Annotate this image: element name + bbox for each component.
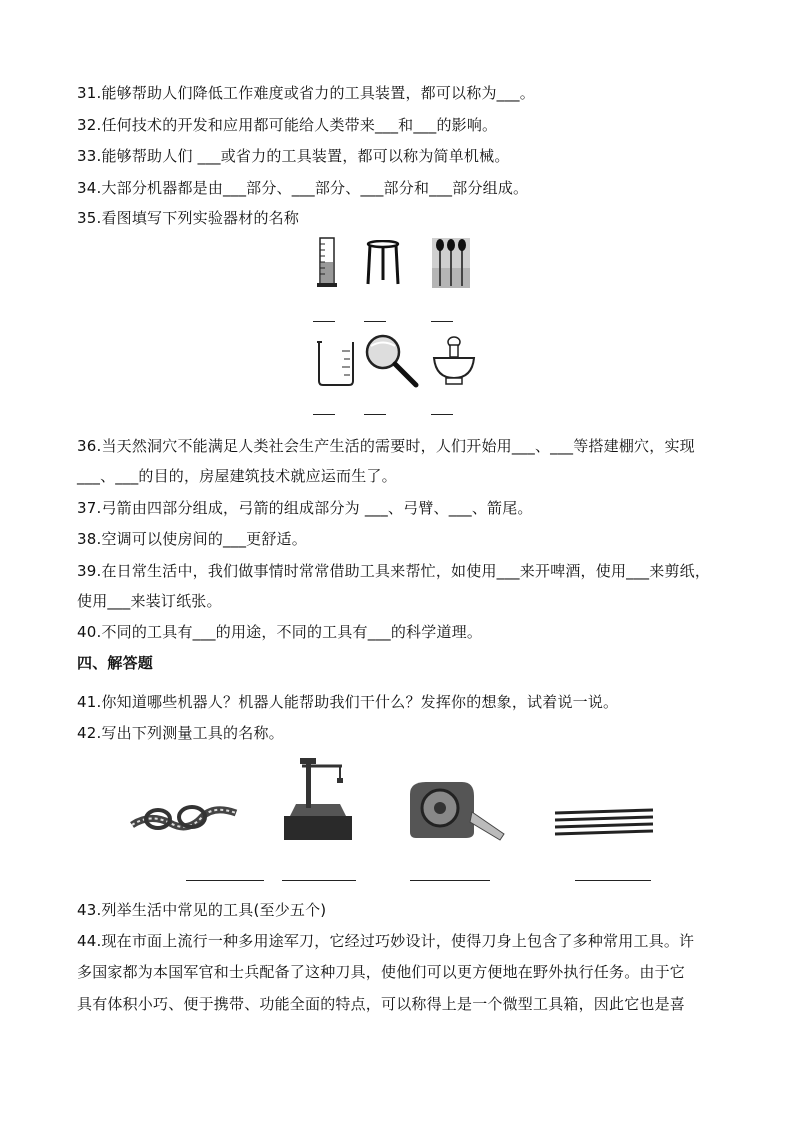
soft-tape-measure-icon bbox=[130, 795, 240, 840]
question-33: 33.能够帮助人们 ___或省力的工具装置，都可以称为简单机械。 bbox=[77, 147, 510, 165]
question-43: 43.列举生活中常见的工具(至少五个) bbox=[77, 901, 327, 919]
mortar-and-pestle-icon bbox=[432, 334, 476, 388]
question-36-line-2: ___、___的目的，房屋建筑技术就应运而生了。 bbox=[77, 467, 397, 485]
question-35: 35.看图填写下列实验器材的名称 bbox=[77, 209, 300, 227]
question-39-line-1: 39.在日常生活中，我们做事情时常常借助工具来帮忙，如使用___来开啤酒，使用___来剪纸， bbox=[77, 562, 711, 580]
answer-blank bbox=[364, 321, 386, 322]
question-31: 31.能够帮助人们降低工作难度或省力的工具装置，都可以称为___。 bbox=[77, 84, 535, 102]
answer-blank bbox=[431, 321, 453, 322]
beaker-icon bbox=[316, 339, 356, 387]
question-44-line-1: 44.现在市面上流行一种多用途军刀，它经过巧妙设计，使得刀身上包含了多种常用工具。许 bbox=[77, 932, 695, 950]
magnifying-glass-icon bbox=[364, 333, 420, 389]
answer-blank bbox=[575, 880, 651, 881]
answer-blank bbox=[364, 414, 386, 415]
question-44-line-2: 多国家都为本国军官和士兵配备了这种刀具，使他们可以更方便地在野外执行任务。由于它 bbox=[77, 963, 686, 981]
question-36-line-1: 36.当天然洞穴不能满足人类社会生产生活的需要时，人们开始用___、___等搭建棚穴，实现 bbox=[77, 437, 695, 455]
matches-icon bbox=[432, 238, 470, 288]
question-39-line-2: 使用___来装订纸张。 bbox=[77, 592, 222, 610]
tripod-stand-icon bbox=[366, 240, 400, 286]
platform-scale-icon bbox=[282, 756, 362, 842]
question-42: 42.写出下列测量工具的名称。 bbox=[77, 724, 284, 742]
question-41: 41.你知道哪些机器人？机器人能帮助我们干什么？发挥你的想象，试着说一说。 bbox=[77, 693, 619, 711]
rulers-icon bbox=[553, 808, 655, 838]
answer-blank bbox=[313, 321, 335, 322]
answer-blank bbox=[410, 880, 490, 881]
graduated-cylinder-icon bbox=[316, 236, 338, 288]
question-38: 38.空调可以使房间的___更舒适。 bbox=[77, 530, 307, 548]
question-32: 32.任何技术的开发和应用都可能给人类带来___和___的影响。 bbox=[77, 116, 498, 134]
section-heading: 四、解答题 bbox=[77, 654, 154, 672]
question-40: 40.不同的工具有___的用途，不同的工具有___的科学道理。 bbox=[77, 623, 483, 641]
question-34: 34.大部分机器都是由___部分、___部分、___部分和___部分组成。 bbox=[77, 179, 529, 197]
answer-blank bbox=[313, 414, 335, 415]
question-44-line-3: 具有体积小巧、便于携带、功能全面的特点，可以称得上是一个微型工具箱，因此它也是喜 bbox=[77, 995, 686, 1013]
answer-blank bbox=[186, 880, 264, 881]
steel-tape-measure-icon bbox=[406, 776, 506, 842]
answer-blank bbox=[431, 414, 453, 415]
question-37: 37.弓箭由四部分组成，弓箭的组成部分为 ___、弓臂、___、箭尾。 bbox=[77, 499, 533, 517]
answer-blank bbox=[282, 880, 356, 881]
